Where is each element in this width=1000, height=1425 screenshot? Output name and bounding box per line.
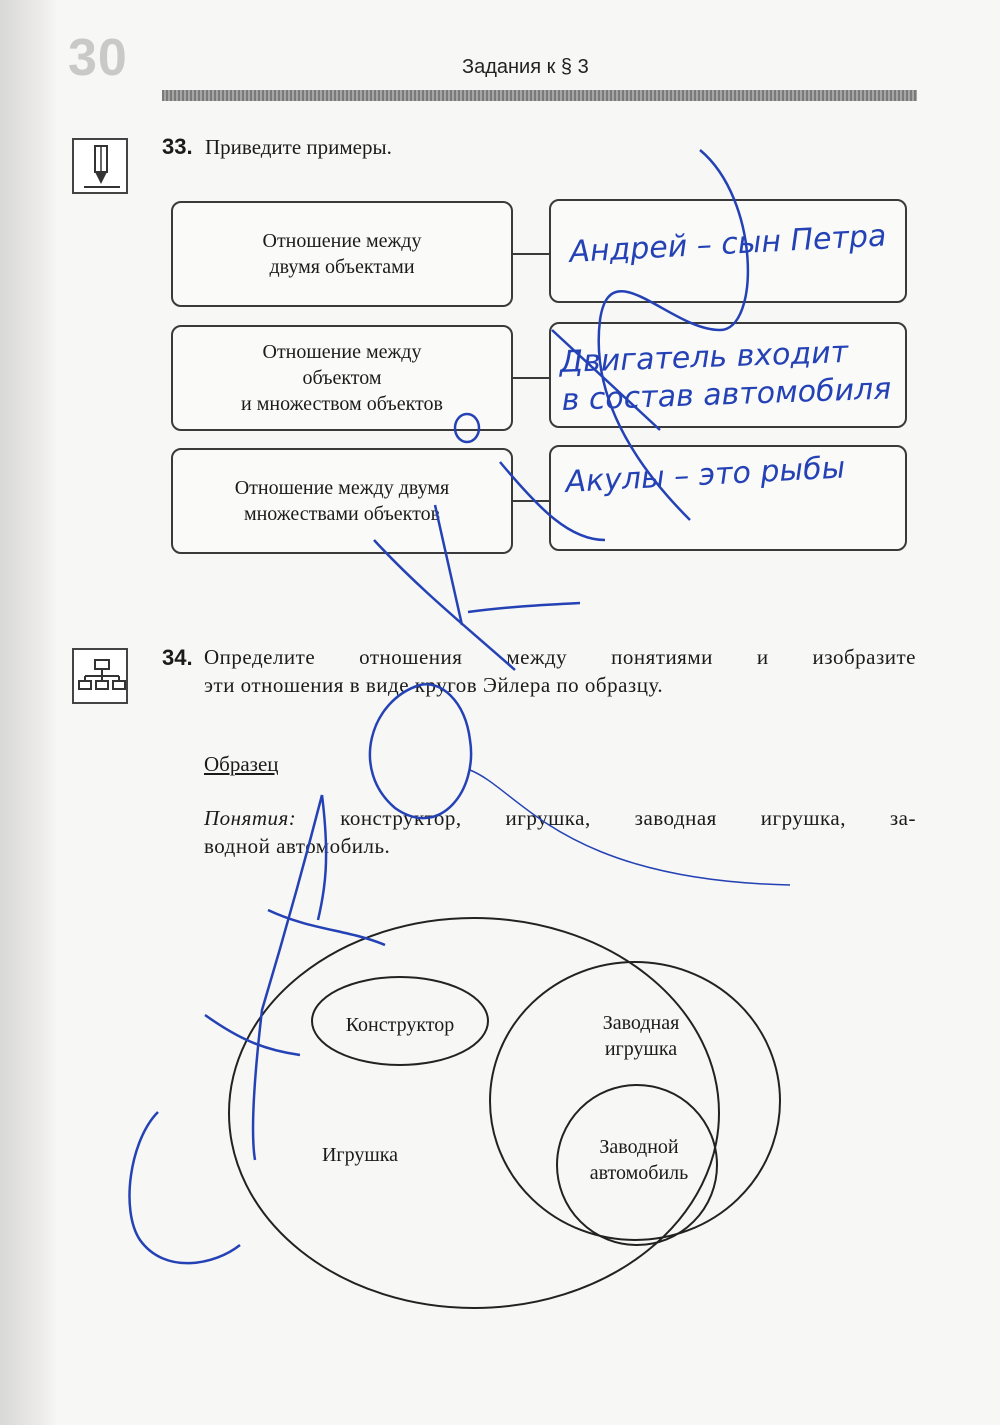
task-34-number: 34. [162, 645, 193, 670]
ink-stroke [253, 795, 322, 1160]
concepts-line-2: водной автомобиль. [204, 834, 391, 858]
answer-2-text-line-1: Двигатель входит [559, 334, 849, 380]
label-wind-up-toy: Заводная игрушка [602, 1012, 680, 1060]
concepts-label: Понятия: [204, 806, 297, 830]
ink-stroke [205, 1015, 300, 1055]
task-34-line-1: Определите отношения между понятиями и изобразите [204, 645, 916, 669]
ink-stroke [370, 684, 471, 818]
label-wind-up-car: Заводной автомобиль [589, 1136, 689, 1184]
concepts-list: конструктор, игрушка, заводная игрушка, за- [296, 806, 916, 830]
relation-box-objects: Отношение между двумя объектами [171, 201, 513, 307]
page-number: 30 [68, 29, 128, 87]
label-constructor: Конструктор [345, 1014, 455, 1036]
answer-2-text-line-2: в состав автомобиля [561, 371, 892, 418]
ink-stroke [318, 795, 326, 920]
label-toy: Игрушка [321, 1144, 399, 1166]
task-33-prompt: Приведите примеры. [205, 135, 392, 159]
ink-stroke [468, 603, 580, 612]
ink-stroke [470, 770, 790, 885]
ink-stroke [455, 414, 479, 442]
ink-stroke [435, 505, 462, 625]
header-title: Задания к § 3 [462, 56, 589, 78]
sample-label: Образец [204, 752, 279, 776]
ink-stroke [374, 540, 515, 670]
relation-box-sets: Отношение между двумя множествами объектов [171, 448, 513, 554]
answer-3-text: Акулы – это рыбы [564, 450, 847, 500]
task-34-line-2: эти отношения в виде кругов Эйлера по образцу. [204, 673, 664, 697]
relation-box-object-set: Отношение между объектом и множеством объектов [171, 325, 513, 431]
task-33-number: 33. [162, 134, 193, 159]
answer-1-text: Андрей – сын Петра [568, 218, 888, 270]
